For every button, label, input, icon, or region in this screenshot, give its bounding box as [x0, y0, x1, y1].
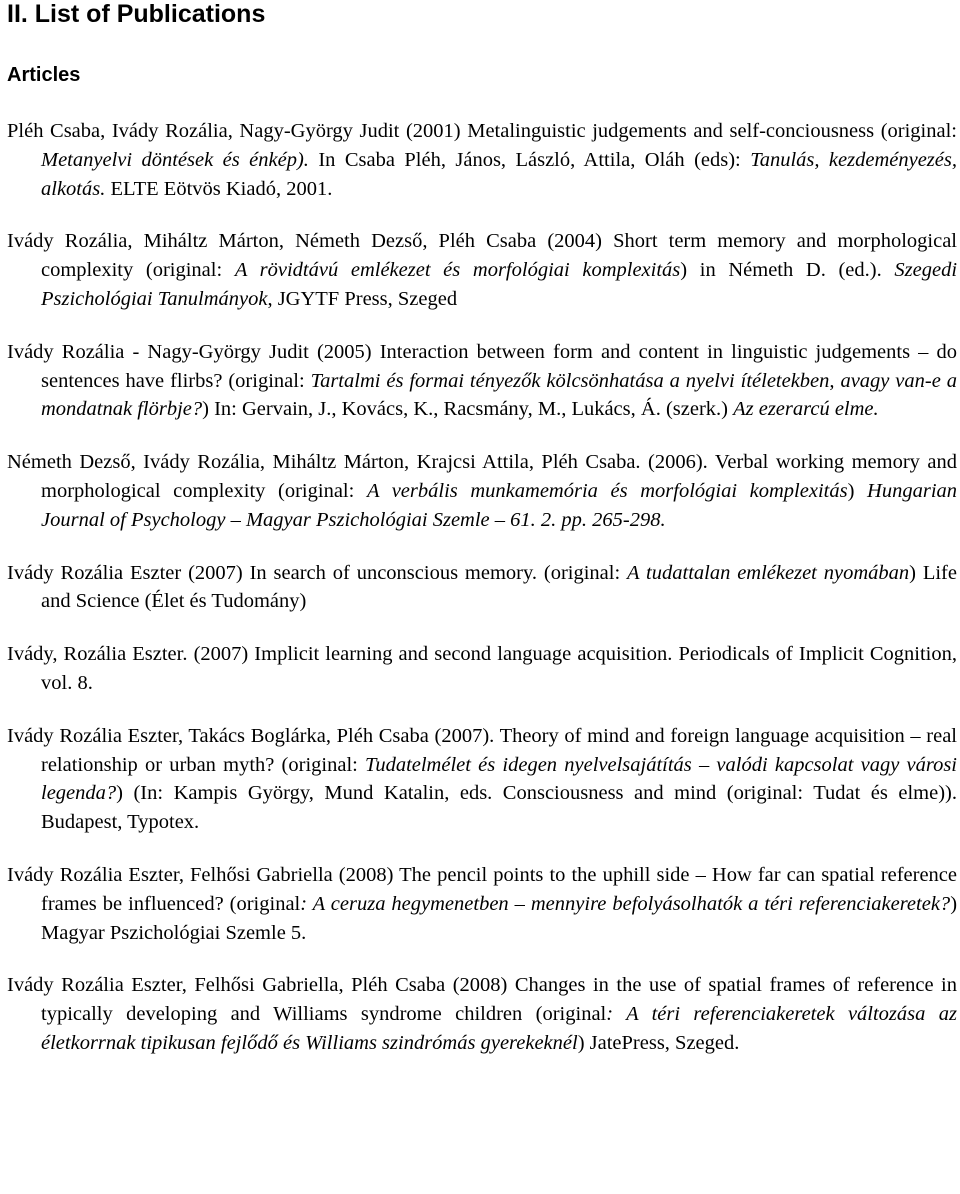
publication-text: ) in Németh D. (ed.).	[680, 259, 895, 282]
publication-entry	[7, 117, 957, 203]
publication-title-italic: Tartalmi és formai tényezők kölcsönhatása a nyelvi ítéletekben, avagy van-e a mondatnak flörbje?	[41, 369, 957, 421]
subsection-title: Articles	[7, 64, 81, 86]
publication-text: Pléh Csaba, Ivády Rozália, Nagy-György Judit (2001) Metalinguistic judgements and self-conciousness (original:	[7, 120, 957, 142]
publication-text: ) JatePress, Szeged.	[577, 1031, 740, 1054]
publication-title-italic: Tanulás, kezdeményezés, alkotás.	[41, 148, 957, 200]
publication-text: Ivády Rozália, Miháltz Márton, Németh Dezső, Pléh Csaba (2004) Short term memory and morphological complexity (original:	[7, 230, 957, 282]
section-title: II. List of Publications	[7, 0, 266, 28]
publication-entry	[7, 448, 957, 534]
publication-text: )	[847, 479, 868, 502]
publication-text: Ivády Rozália Eszter, Felhősi Gabriella (2008) The pencil points to the uphill side – How far can spatial reference frames be influenced? (original	[7, 863, 957, 915]
publication-entry	[7, 861, 957, 947]
publication-title-italic: Szegedi Pszichológiai Tanulmányok	[41, 259, 958, 310]
publication-text: Ivády, Rozália Eszter. (2007) Implicit learning and second language acquisition. Periodicals of Implicit Cognition, vol. 8.	[7, 643, 957, 694]
publication-text: , JGYTF Press, Szeged	[267, 287, 458, 310]
publication-text: Ivády Rozália Eszter, Takács Boglárka, Pléh Csaba (2007). Theory of mind and foreign language acquisition – real relationship or urban myth? (original:	[7, 724, 957, 776]
publication-entry	[7, 640, 957, 698]
publication-entry	[7, 338, 957, 424]
publication-text: Ivády Rozália Eszter (2007) In search of unconscious memory. (original:	[7, 561, 628, 584]
publication-list	[7, 117, 957, 1058]
publication-title-italic: Hungarian Journal of Psychology – Magyar Pszichológiai Szemle – 61. 2. pp. 265-298.	[41, 479, 958, 531]
publication-text: Ivády Rozália Eszter, Felhősi Gabriella, Pléh Csaba (2008) Changes in the use of spatial frames of reference in typically developing and Williams syndrome children (original	[7, 974, 957, 1026]
publication-entry	[7, 971, 957, 1057]
publication-text: ) Magyar Pszichológiai Szemle 5.	[41, 892, 958, 944]
publication-text: ELTE Eötvös Kiadó, 2001.	[105, 177, 333, 200]
publication-entry	[7, 722, 957, 837]
publication-title-italic: : A téri referenciakeretek változása az életkorrnak tipikusan fejlődő és Williams szindrómás gyerekeknél	[41, 1003, 957, 1054]
publication-text: In Csaba Pléh, János, László, Attila, Oláh (eds):	[308, 148, 751, 171]
publication-title-italic: A verbális munkamemória és morfológiai komplexitás	[366, 479, 848, 502]
publication-title-italic: A tudattalan emlékezet nyomában	[627, 561, 910, 584]
publication-text: ) Life and Science (Élet és Tudomány)	[41, 561, 957, 613]
publication-title-italic: Metanyelvi döntések és énkép).	[41, 148, 309, 171]
publication-title-italic: : A ceruza hegymenetben – mennyire befolyásolhatók a téri referenciakeretek?	[300, 892, 951, 915]
publication-entry	[7, 227, 957, 313]
publication-entry	[7, 559, 957, 617]
publication-title-italic: A rövidtávú emlékezet és morfológiai komplexitás	[234, 259, 681, 282]
publication-text: Ivády Rozália - Nagy-György Judit (2005) Interaction between form and content in linguistic judgements – do sentences have flirbs? (original:	[7, 340, 957, 392]
publication-text: ) (In: Kampis György, Mund Katalin, eds. Consciousness and mind (original: Tudat és elme)). Budapest, Typotex.	[41, 782, 957, 834]
publication-text: ) In: Gervain, J., Kovács, K., Racsmány, M., Lukács, Á. (szerk.)	[202, 398, 734, 421]
publication-text: Németh Dezső, Ivády Rozália, Miháltz Márton, Krajcsi Attila, Pléh Csaba. (2006). Verbal working memory and morphological complexity (original:	[7, 451, 957, 502]
publication-title-italic: Tudatelmélet és idegen nyelvelsajátítás – valódi kapcsolat vagy városi legenda?	[41, 753, 957, 805]
publication-title-italic: Az ezerarcú elme.	[733, 398, 879, 421]
